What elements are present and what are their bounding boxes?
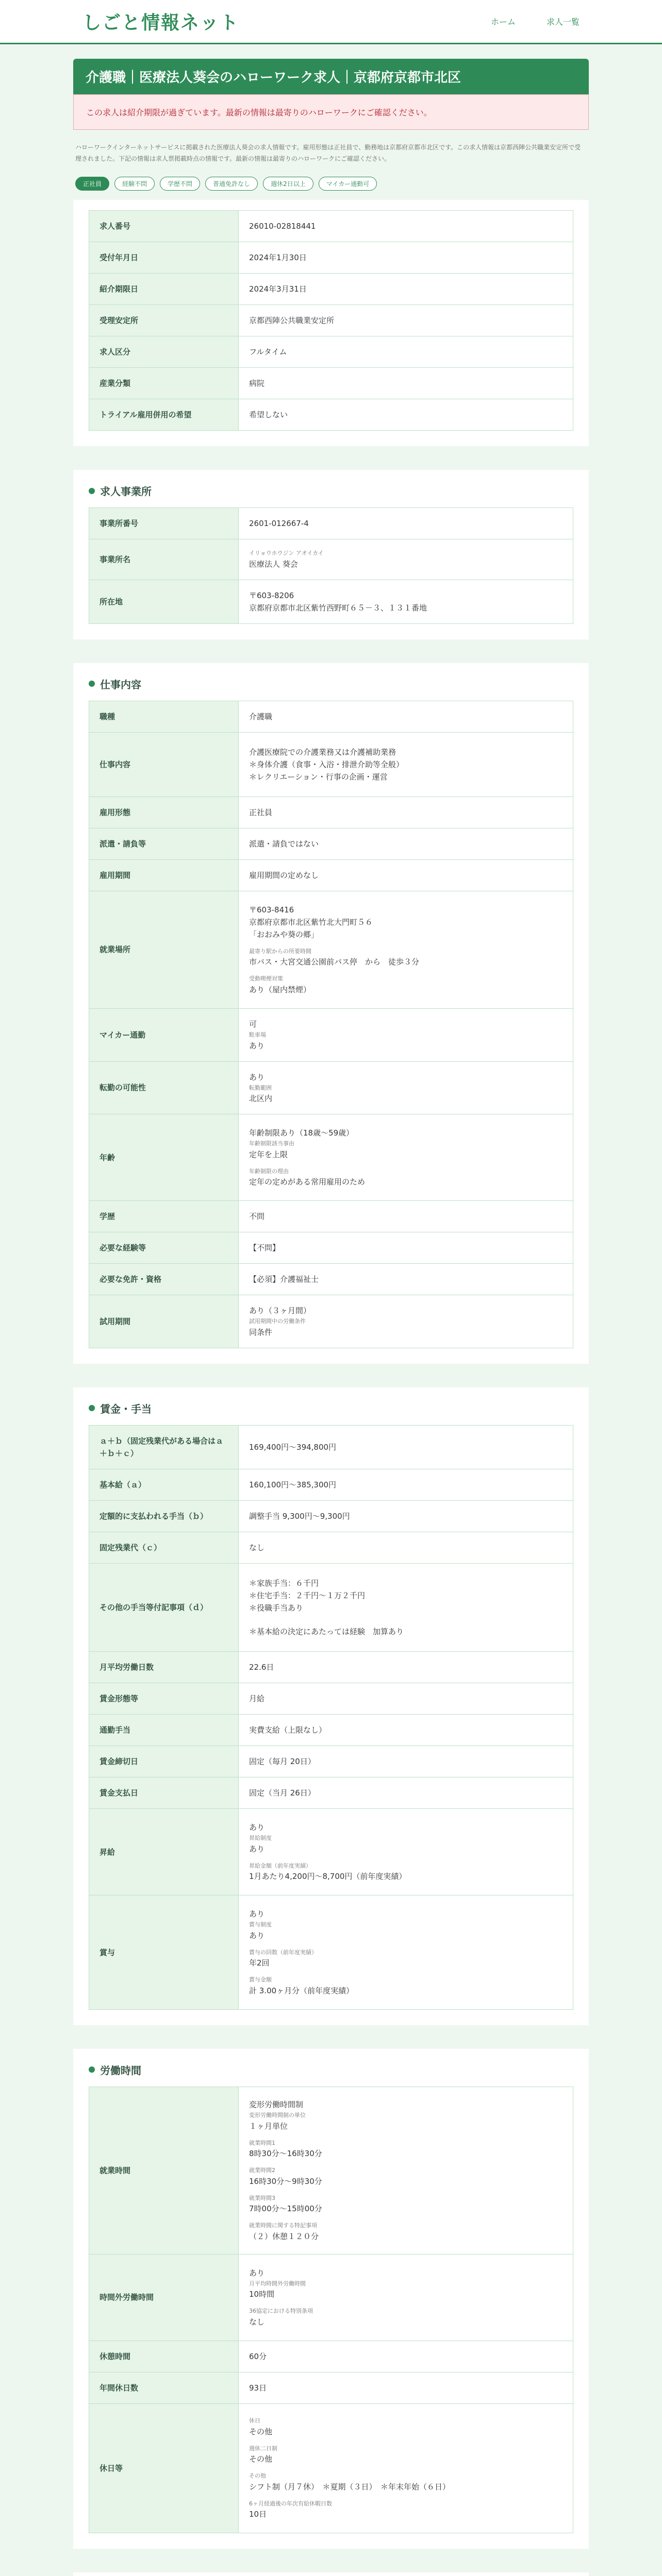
table-row: [89, 1714, 573, 1745]
job-number: 26010-02818441: [239, 211, 573, 242]
company-name: 医療法人 葵会: [249, 559, 298, 569]
section-heading: [89, 673, 573, 701]
job-table: [89, 701, 573, 1348]
sub-label: 週休二日制: [249, 2445, 277, 2452]
row-label: 基本給（ａ）: [89, 1469, 239, 1500]
section-heading: [89, 2059, 573, 2087]
work-line: 介護医療院での介護業務又は介護補助業務: [249, 747, 396, 757]
sub-label: 最寄り駅からの所要時間: [249, 947, 311, 955]
row-label: 求人番号: [89, 211, 239, 242]
sub-label: 就業時間に関する特記事項: [249, 2222, 317, 2229]
row-label: 必要な免許・資格: [89, 1264, 239, 1295]
work-line: ＊身体介護（食事・入浴・排泄介助等全般）: [249, 759, 404, 769]
holiday: その他: [249, 2427, 273, 2436]
table-row: [89, 211, 573, 242]
sub-label: 昇給制度: [249, 1834, 272, 1841]
job-category: フルタイム: [239, 336, 573, 368]
row-label: 年間休日数: [89, 2372, 239, 2404]
fixed-allowance: 調整手当 9,300円〜9,300円: [239, 1500, 573, 1532]
table-row: [89, 1425, 573, 1469]
row-label: 求人区分: [89, 336, 239, 368]
wage-table: [89, 1425, 573, 2010]
table-row: [89, 539, 573, 580]
row-label: 月平均労働日数: [89, 1651, 239, 1683]
table-row: [89, 891, 573, 1008]
table-row: [89, 1264, 573, 1295]
row-label: 雇用形態: [89, 796, 239, 828]
row-label: 賃金支払日: [89, 1777, 239, 1808]
row-label: 紹介期限日: [89, 274, 239, 305]
row-label: 通勤手当: [89, 1714, 239, 1745]
table-row: [89, 2341, 573, 2372]
section-job: [73, 663, 589, 1364]
paid-leave: 10日: [249, 2510, 267, 2519]
expired-notice: この求人は紹介期限が過ぎています。最新の情報は最寄りのハローワークにご確認ください。: [73, 94, 589, 130]
feature-tags: [73, 177, 589, 200]
place-name: 「おおみや葵の郷」: [249, 929, 319, 939]
table-row: [89, 1808, 573, 1895]
basic-table: [89, 210, 573, 431]
table-row: [89, 1563, 573, 1651]
employer-table: [89, 507, 573, 624]
section-title: 賃金・手当: [100, 1402, 152, 1415]
site-logo[interactable]: しごと情報ネット: [82, 12, 240, 33]
bullet-icon: [89, 488, 95, 494]
row-label: 固定残業代（ｃ）: [89, 1532, 239, 1563]
row-label: 必要な経験等: [89, 1232, 239, 1264]
tag-two-days-off: 週休2日以上: [263, 177, 313, 191]
sub-label: 休日: [249, 2417, 260, 2425]
work-line: ＊レクリエーション・行事の企画・運営: [249, 772, 388, 782]
table-row: [89, 1532, 573, 1563]
sub-label: 月平均時間外労働時間: [249, 2280, 306, 2287]
row-label: 就業場所: [89, 891, 239, 1008]
nav-home-link[interactable]: ホーム: [490, 17, 516, 27]
raise: あり: [249, 1822, 265, 1832]
row-label: 賃金形態等: [89, 1683, 239, 1714]
nav-job-list-link[interactable]: 求人一覧: [546, 17, 580, 27]
sub-label: 年齢制限の理由: [249, 1167, 289, 1175]
industry: 病院: [239, 368, 573, 399]
company-name-kana: イリョウホウジン アオイカイ: [249, 550, 324, 557]
row-label: 所在地: [89, 580, 239, 623]
table-row: [89, 701, 573, 732]
wage-system: 月給: [239, 1683, 573, 1714]
tag-fulltime: 正社員: [75, 177, 109, 191]
sub-label: 賞与制度: [249, 1921, 272, 1928]
modal-hours: 変形労働時間制: [249, 2099, 304, 2109]
row-label: 職種: [89, 701, 239, 732]
row-label: 定額的に支払われる手当（ｂ）: [89, 1500, 239, 1532]
tag-no-experience: 経験不問: [114, 177, 155, 191]
monthly-workdays: 22.6日: [239, 1651, 573, 1683]
table-row: [89, 2254, 573, 2341]
page-title: 介護職｜医療法人葵会のハローワーク求人｜京都府京都市北区: [73, 59, 589, 94]
sub-label: 転勤範囲: [249, 1084, 272, 1091]
raise-amount: 1月あたり4,200円〜8,700円（前年度実績）: [249, 1872, 407, 1882]
allowance-line: ＊役職手当あり: [249, 1603, 304, 1613]
sub-label: 受動喫煙対策: [249, 975, 283, 982]
section-heading: [89, 480, 573, 507]
bonus: あり: [249, 1909, 265, 1919]
company-address: 京都府京都市北区紫竹西野町６５－３、１３１番地: [249, 603, 427, 613]
main-content: [73, 44, 589, 2576]
table-row: [89, 2087, 573, 2254]
row-label: 休憩時間: [89, 2341, 239, 2372]
sub-label: 賞与の回数（前年度実績）: [249, 1948, 317, 1956]
row-label: 休日等: [89, 2404, 239, 2533]
section-title: 仕事内容: [100, 678, 141, 691]
smoking-policy: あり（屋内禁煙）: [249, 985, 311, 994]
employment-type: 正社員: [239, 796, 573, 828]
table-row: [89, 508, 573, 539]
sub-label: 昇給金額（前年度実績）: [249, 1862, 311, 1869]
bullet-icon: [89, 2066, 95, 2073]
row-label: 雇用期間: [89, 859, 239, 891]
transfer-area: 北区内: [249, 1094, 273, 1104]
section-title: 労働時間: [100, 2064, 141, 2077]
license: 【必須】介護福祉士: [239, 1264, 573, 1295]
tag-no-education: 学歴不問: [160, 177, 200, 191]
commute-allowance: 実費支給（上限なし）: [239, 1714, 573, 1745]
row-label: 就業時間: [89, 2087, 239, 2254]
table-row: [89, 859, 573, 891]
row-label: 賃金締切日: [89, 1745, 239, 1777]
spacer: [249, 1614, 562, 1625]
receiving-office: 京都西陣公共職業安定所: [239, 305, 573, 336]
holiday-other: シフト制（月７休） ＊夏期（３日） ＊年末年始（６日）: [249, 2482, 451, 2492]
overtime-hours: 10時間: [249, 2290, 275, 2299]
shift-1: 8時30分〜16時30分: [249, 2149, 322, 2159]
age-reason: 定年を上限: [249, 1149, 288, 1159]
overtime: あり: [249, 2268, 265, 2278]
sub-label: 就業時間2: [249, 2167, 275, 2174]
dispatch: 派遣・請負ではない: [239, 828, 573, 859]
age-limit: 年齢制限あり（18歳～59歳）: [249, 1128, 354, 1138]
table-row: [89, 1651, 573, 1683]
total-wage: 169,400円〜394,800円: [239, 1425, 573, 1469]
table-row: [89, 274, 573, 305]
table-row: [89, 580, 573, 623]
row-label: 試用期間: [89, 1295, 239, 1348]
table-row: [89, 368, 573, 399]
occupation: 介護職: [239, 701, 573, 732]
row-label: 派遣・請負等: [89, 828, 239, 859]
bullet-icon: [89, 1405, 95, 1411]
table-row: [89, 2372, 573, 2404]
tag-no-license: 普通免許なし: [205, 177, 258, 191]
wage-close-date: 固定（毎月 20日）: [239, 1745, 573, 1777]
table-row: [89, 2404, 573, 2533]
sub-label: 試用期間中の労働条件: [249, 1318, 306, 1325]
sub-label: 賞与金額: [249, 1976, 272, 1984]
section-conditions: [73, 2572, 589, 2576]
fixed-overtime: なし: [239, 1532, 573, 1563]
row-label: 時間外労働時間: [89, 2254, 239, 2341]
table-row: [89, 796, 573, 828]
parking: あり: [249, 1041, 265, 1050]
office-number: 2601-012667-4: [239, 508, 573, 539]
overtime-special: なし: [249, 2317, 265, 2327]
row-label: マイカー通勤: [89, 1008, 239, 1061]
experience: 【不問】: [239, 1232, 573, 1264]
two-day-weekend: その他: [249, 2454, 273, 2464]
sub-label: 就業時間3: [249, 2194, 275, 2201]
sub-label: 駐車場: [249, 1031, 266, 1038]
row-label: 仕事内容: [89, 732, 239, 796]
table-row: [89, 1201, 573, 1232]
trial-period: あり（３ヶ月間）: [249, 1306, 311, 1316]
table-row: [89, 1777, 573, 1808]
table-row: [89, 1500, 573, 1532]
row-label: 転勤の可能性: [89, 1061, 239, 1114]
row-label: 事業所名: [89, 539, 239, 580]
annual-holidays: 93日: [239, 2372, 573, 2404]
table-row: [89, 1683, 573, 1714]
sub-label: 就業時間1: [249, 2139, 275, 2146]
table-row: [89, 1008, 573, 1061]
sub-label: 年齢制限該当事由: [249, 1140, 294, 1147]
deadline-date: 2024年3月31日: [239, 274, 573, 305]
table-row: [89, 1469, 573, 1500]
table-row: [89, 305, 573, 336]
table-row: [89, 1745, 573, 1777]
access-info: 市バス・大宮交通公園前バス停 から 徒歩３分: [249, 957, 420, 967]
row-label: その他の手当等付記事項（ｄ）: [89, 1563, 239, 1651]
sub-label: 変形労働時間制の単位: [249, 2111, 306, 2119]
hours-table: [89, 2087, 573, 2534]
trial-employment: 希望しない: [239, 399, 573, 431]
row-label: トライアル雇用併用の希望: [89, 399, 239, 431]
section-basic: [73, 200, 589, 446]
table-row: [89, 336, 573, 368]
modal-unit: １ヶ月単位: [249, 2121, 288, 2131]
place-address: 京都府京都市北区紫竹北大門町５６: [249, 917, 373, 927]
bonus-amount: 計 3.00ヶ月分（前年度実績）: [249, 1986, 354, 1995]
sub-label: 36協定における特別条項: [249, 2308, 313, 2315]
table-row: [89, 1232, 573, 1264]
raise-system: あり: [249, 1844, 265, 1854]
row-label: ａ＋ｂ（固定残業代がある場合はａ＋ｂ＋ｃ）: [89, 1425, 239, 1469]
table-row: [89, 399, 573, 431]
wage-pay-date: 固定（当月 26日）: [239, 1777, 573, 1808]
shift-3: 7時00分〜15時00分: [249, 2204, 322, 2214]
sub-label: その他: [249, 2472, 266, 2480]
break-time: 60分: [239, 2341, 573, 2372]
place-postal: 〒603-8416: [249, 905, 294, 914]
allowance-line: ＊基本給の決定にあたっては経験 加算あり: [249, 1626, 404, 1636]
bonus-times: 年2回: [249, 1958, 270, 1968]
row-label: 昇給: [89, 1808, 239, 1895]
postal-code: 〒603-8206: [249, 590, 294, 600]
row-label: 事業所番号: [89, 508, 239, 539]
site-header: [0, 0, 662, 44]
table-row: [89, 732, 573, 796]
table-row: [89, 828, 573, 859]
sub-label: 6ヶ月経過後の年次有給休暇日数: [249, 2500, 332, 2507]
row-label: 学歴: [89, 1201, 239, 1232]
job-description-summary: ハローワークインターネットサービスに掲載された医療法人葵会の求人情報です。雇用形態は正社員で、勤務地は京都府京都市北区です。この求人情報は京都西陣公共職業安定所で受理されました。下記の情報は求人票掲載時点の情報です。最新の情報は最寄りのハローワークにご確認ください。: [75, 144, 581, 162]
row-label: 賞与: [89, 1895, 239, 2010]
employment-period: 雇用期間の定めなし: [239, 859, 573, 891]
table-row: [89, 1114, 573, 1201]
transfer: あり: [249, 1072, 265, 1082]
table-row: [89, 1295, 573, 1348]
received-date: 2024年1月30日: [239, 242, 573, 274]
allowance-line: ＊住宅手当：２千円〜１万２千円: [249, 1590, 366, 1600]
section-hours: [73, 2049, 589, 2549]
car-commute: 可: [249, 1019, 257, 1029]
bullet-icon: [89, 681, 95, 687]
top-nav: [491, 15, 580, 27]
table-row: [89, 1895, 573, 2010]
table-row: [89, 242, 573, 274]
section-title: 求人事業所: [100, 485, 152, 498]
shift-2: 16時30分〜9時30分: [249, 2176, 322, 2186]
education: 不問: [239, 1201, 573, 1232]
row-label: 産業分類: [89, 368, 239, 399]
row-label: 年齢: [89, 1114, 239, 1201]
row-label: 受付年月日: [89, 242, 239, 274]
table-row: [89, 1061, 573, 1114]
tag-car-commute: マイカー通勤可: [319, 177, 377, 191]
section-employer: [73, 470, 589, 639]
section-wage: [73, 1387, 589, 2025]
row-label: 受理安定所: [89, 305, 239, 336]
shift-note: （２）休憩１２０分: [249, 2231, 319, 2241]
age-detail: 定年の定めがある常用雇用のため: [249, 1177, 366, 1187]
allowance-line: ＊家族手当：６千円: [249, 1578, 319, 1588]
trial-conditions: 同条件: [249, 1327, 273, 1337]
base-salary: 160,100円〜385,300円: [239, 1469, 573, 1500]
section-heading: [89, 1398, 573, 1425]
bonus-system: あり: [249, 1930, 265, 1940]
